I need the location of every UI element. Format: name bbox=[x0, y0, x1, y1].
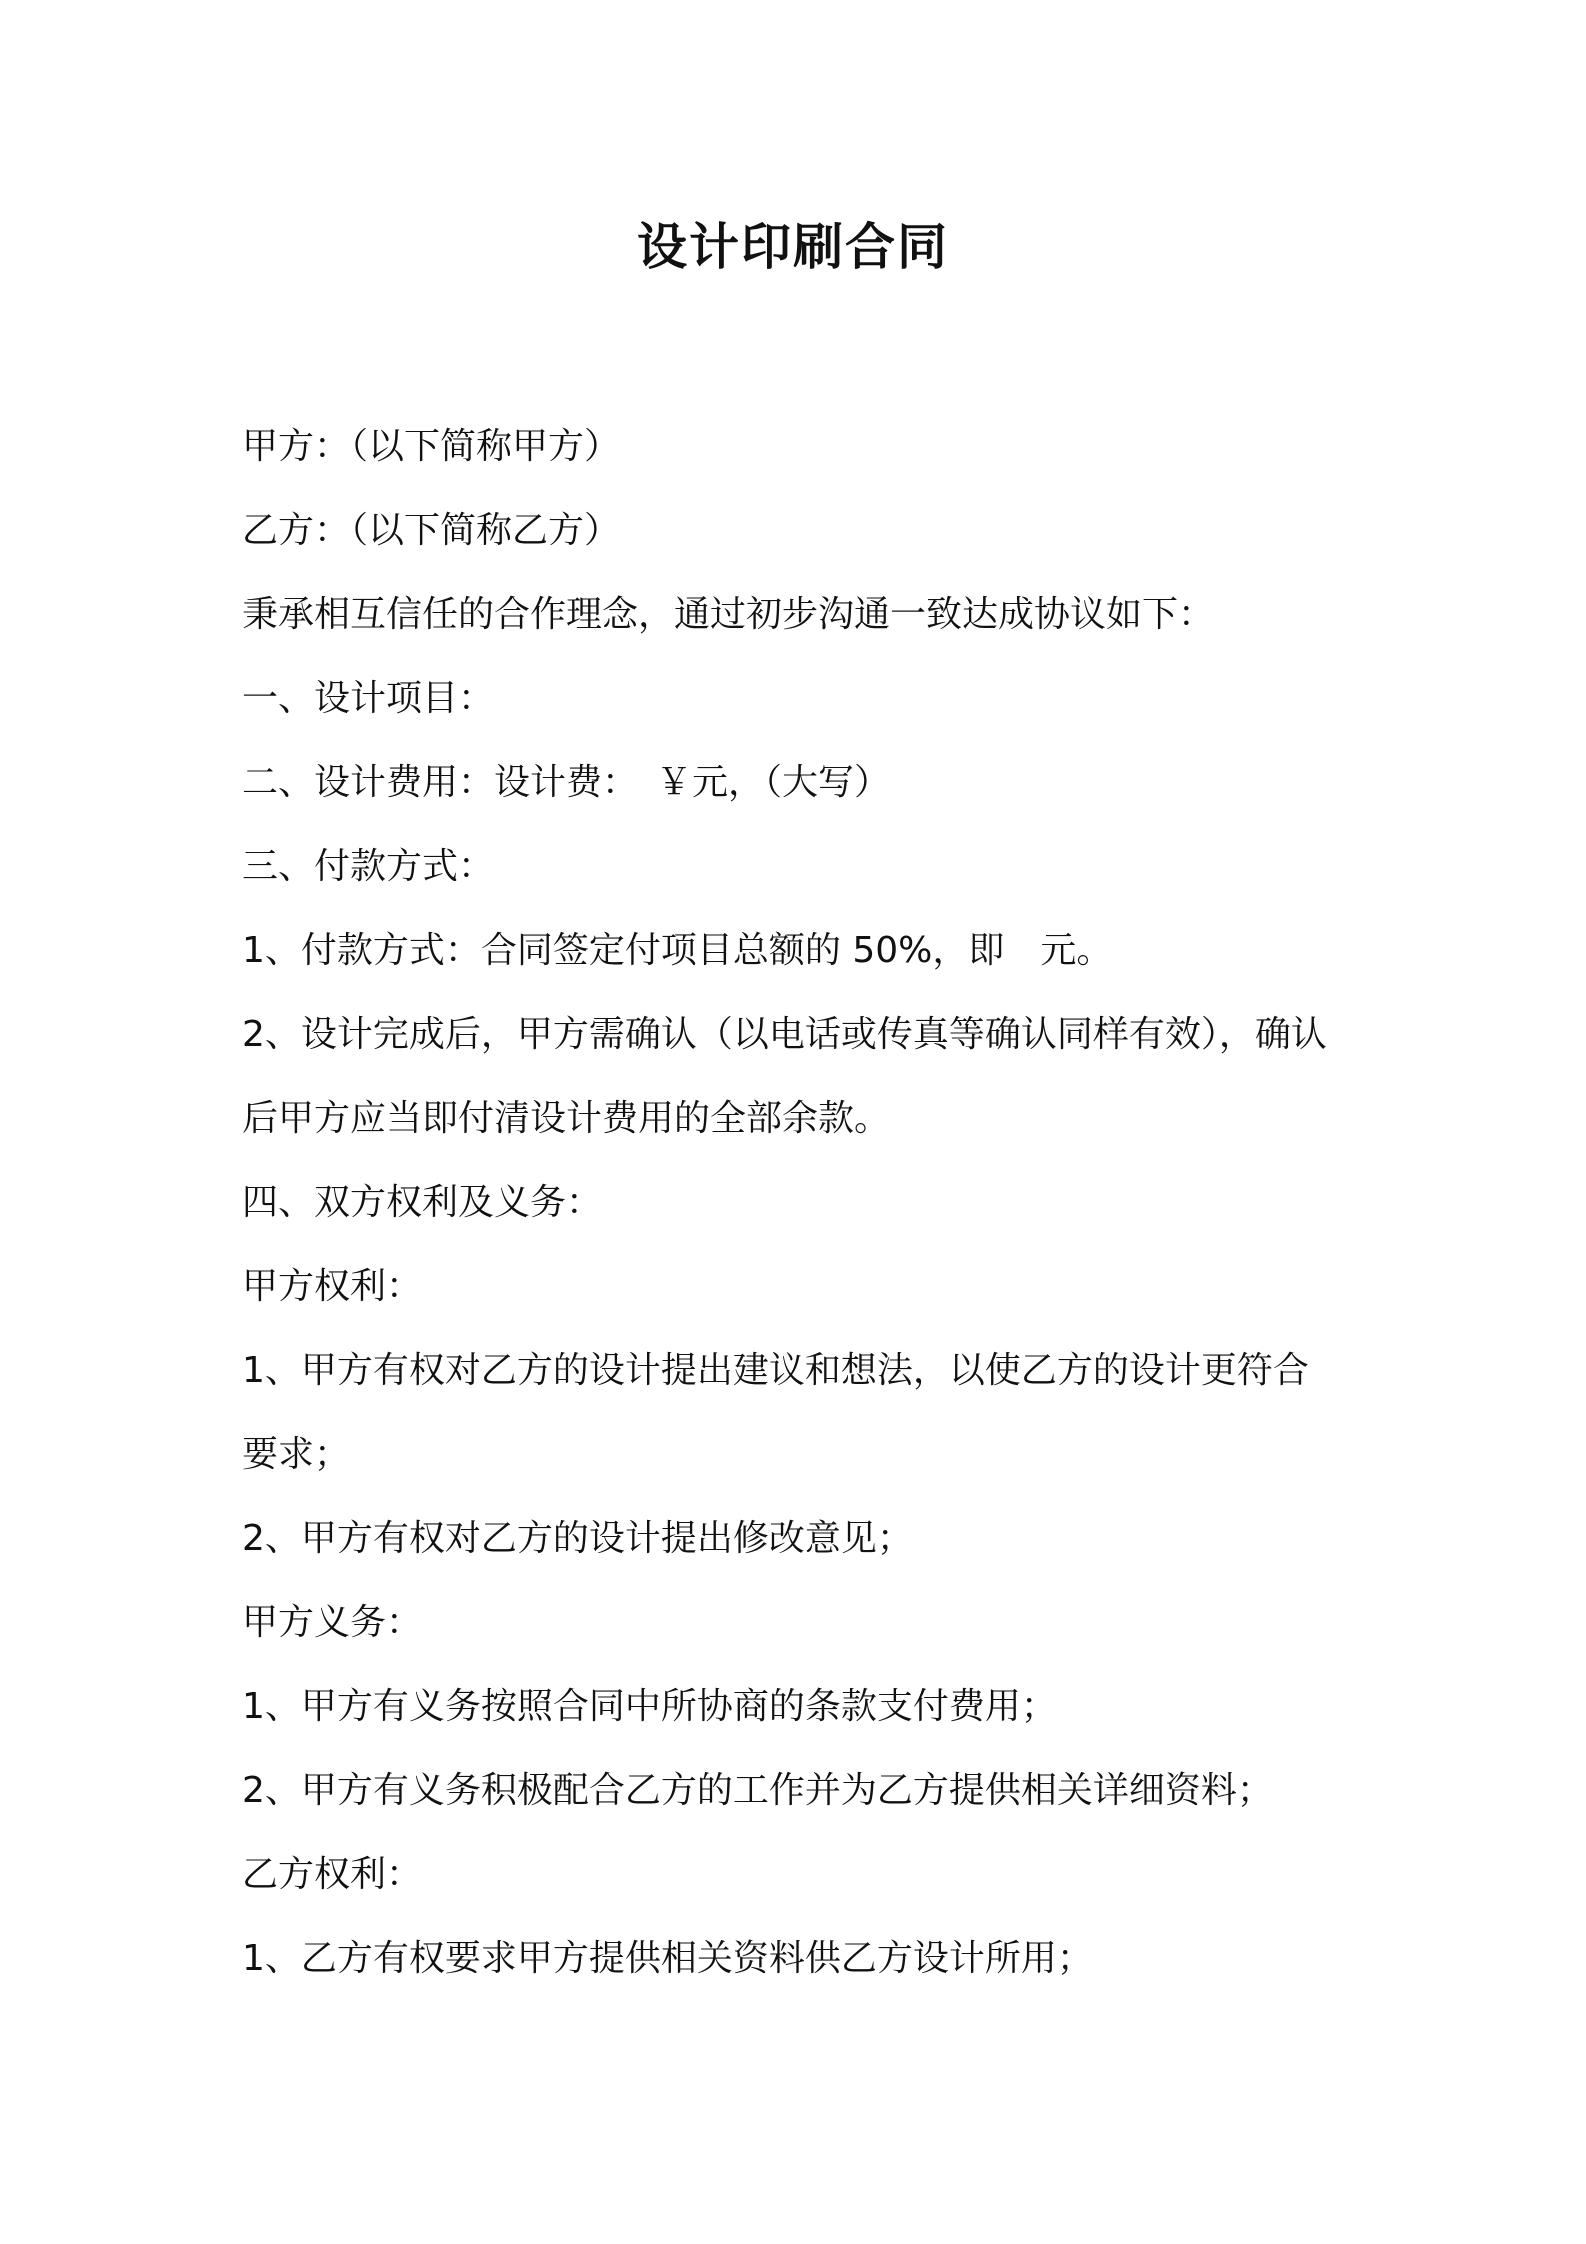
party-a-obligation-1: 1、甲方有义务按照合同中所协商的条款支付费用； bbox=[242, 1686, 1057, 1727]
party-b-line: 乙方：（以下简称乙方） bbox=[242, 510, 621, 551]
section-payment-method: 三、付款方式： bbox=[242, 846, 495, 887]
payment-clause-1: 1、付款方式：合同签定付项目总额的 50%，即 元。 bbox=[242, 930, 1113, 971]
party-a-obligation-2: 2、甲方有义务积极配合乙方的工作并为乙方提供相关详细资料； bbox=[242, 1770, 1273, 1811]
party-a-obligations-heading: 甲方义务： bbox=[242, 1602, 423, 1643]
preamble-line: 秉承相互信任的合作理念，通过初步沟通一致达成协议如下： bbox=[242, 594, 1215, 635]
document-body bbox=[242, 405, 1372, 2001]
party-b-rights-heading: 乙方权利： bbox=[242, 1854, 423, 1895]
party-a-right-1-cont: 要求； bbox=[242, 1434, 351, 1475]
section-design-project: 一、设计项目： bbox=[242, 678, 495, 719]
payment-clause-2-cont: 后甲方应当即付清设计费用的全部余款。 bbox=[242, 1098, 891, 1139]
party-b-right-1: 1、乙方有权要求甲方提供相关资料供乙方设计所用； bbox=[242, 1938, 1093, 1979]
party-a-right-2: 2、甲方有权对乙方的设计提出修改意见； bbox=[242, 1518, 913, 1559]
party-a-rights-heading: 甲方权利： bbox=[242, 1266, 423, 1307]
section-design-fee: 二、设计费用：设计费： ￥元，（大写） bbox=[242, 762, 891, 803]
section-rights-obligations: 四、双方权利及义务： bbox=[242, 1182, 603, 1223]
document-title: 设计印刷合同 bbox=[637, 218, 949, 276]
party-a-right-1: 1、甲方有权对乙方的设计提出建议和想法，以使乙方的设计更符合 bbox=[242, 1350, 1309, 1391]
party-a-line: 甲方：（以下简称甲方） bbox=[242, 426, 621, 467]
payment-clause-2: 2、设计完成后，甲方需确认（以电话或传真等确认同样有效），确认 bbox=[242, 1014, 1327, 1055]
